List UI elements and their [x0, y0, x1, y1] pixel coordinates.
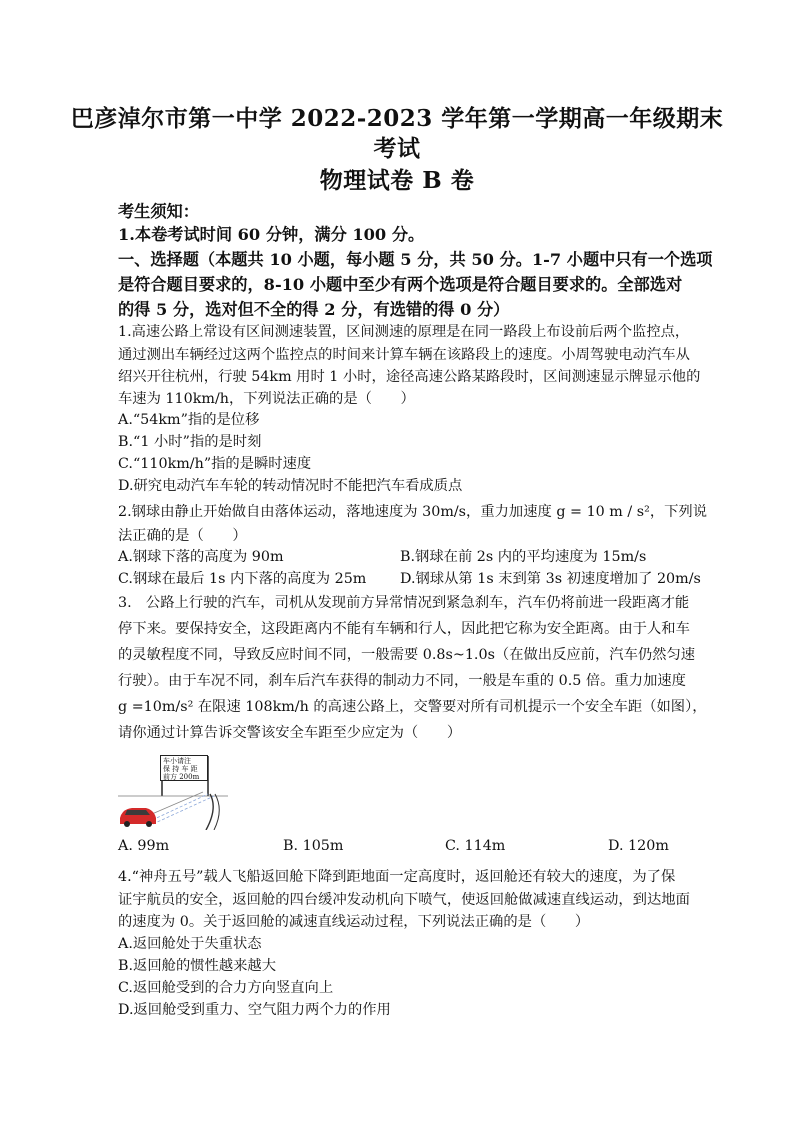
q4-stem-line: 4.“神舟五号”载人飞船返回舱下降到距地面一定高度时，返回舱还有较大的速度，为了保 — [118, 869, 676, 885]
q3-stem-line: 行驶）。由于车况不同，刹车后汽车获得的制动力不同，一般是车重的 0.5 倍。重力加速度 — [118, 673, 686, 689]
q3-option-c: C. 114m — [445, 838, 506, 854]
q2-option-a: A.钢球下落的高度为 90m — [118, 549, 284, 565]
exam-title-line2: 考试 — [373, 135, 421, 162]
notice-heading: 考生须知： — [118, 202, 199, 221]
q1-stem-line: 通过测出车辆经过这两个监控点的时间来计算车辆在该路段上的速度。小周驾驶电动汽车从 — [118, 347, 690, 363]
q3-stem-line: 的灵敏程度不同，导致反应时间不同，一般需要 0.8s~1.0s（在做出反应前，汽车仍然匀速 — [118, 647, 696, 663]
q3-stem-line: 3. 公路上行驶的汽车，司机从发现前方异常情况到紧急刹车，汽车仍将前进一段距离才能 — [118, 595, 690, 611]
q3-stem-line: g =10m/s² 在限速 108km/h 的高速公路上，交警要对所有司机提示一个安全车距（如图）， — [118, 699, 707, 715]
q3-option-a: A. 99m — [118, 838, 170, 854]
q2-option-d: D.钢球从第 1s 末到第 3s 初速度增加了 20m/s — [400, 571, 701, 587]
q1-stem-line: 车速为 110km/h，下列说法正确的是（ ） — [118, 391, 415, 407]
q3-stem-line: 请你通过计算告诉交警该安全车距至少应定为（ ） — [118, 725, 462, 741]
section1-line: 的得 5 分，选对但不全的得 2 分，有选错的得 0 分） — [118, 300, 510, 319]
q3-option-d: D. 120m — [608, 838, 669, 854]
q2-stem-line: 法正确的是（ ） — [118, 528, 247, 544]
q4-option-b: B.返回舱的惯性越来越大 — [118, 958, 277, 974]
q2-option-c: C.钢球在最后 1s 内下落的高度为 25m — [118, 571, 367, 587]
q1-option-d: D.研究电动汽车车轮的转动情况时不能把汽车看成质点 — [118, 478, 463, 494]
q1-option-a: A.“54km”指的是位移 — [118, 412, 260, 428]
q4-option-d: D.返回舱受到重力、空气阻力两个力的作用 — [118, 1002, 391, 1018]
road-sign-line: 前方 200m — [163, 773, 200, 781]
q1-stem-line: 1.高速公路上常设有区间测速装置，区间测速的原理是在同一路段上布设前后两个监控点， — [118, 324, 690, 340]
q3-option-b: B. 105m — [283, 838, 344, 854]
road-sign-line: 保 持 车 距 — [163, 765, 198, 773]
q4-stem-line: 的速度为 0。关于返回舱的减速直线运动过程，下列说法正确的是（ ） — [118, 914, 590, 930]
q4-stem-line: 证宇航员的安全，返回舱的四台缓冲发动机向下喷气，使返回舱做减速直线运动，到达地面 — [118, 892, 690, 908]
exam-subtitle: 物理试卷 B 卷 — [319, 167, 475, 194]
exam-title-line1: 巴彦淖尔市第一中学 2022-2023 学年第一学期高一年级期末 — [70, 105, 724, 132]
q4-option-c: C.返回舱受到的合力方向竖直向上 — [118, 980, 334, 996]
section1-line: 一、选择题（本题共 10 小题，每小题 5 分，共 50 分。1-7 小题中只有一个选项 — [118, 250, 713, 269]
q2-option-b: B.钢球在前 2s 内的平均速度为 15m/s — [400, 549, 647, 565]
notice-item-1: 1.本卷考试时间 60 分钟，满分 100 分。 — [118, 225, 425, 244]
road-sign — [160, 755, 208, 781]
q2-stem-line: 2.钢球由静止开始做自由落体运动，落地速度为 30m/s，重力加速度 g = 10 m / s²，下列说 — [118, 504, 708, 520]
q1-stem-line: 绍兴开往杭州，行驶 54km 用时 1 小时，途径高速公路某路段时，区间测速显示牌显示他的 — [118, 369, 701, 385]
car-icon — [120, 808, 156, 827]
section1-line: 是符合题目要求的，8-10 小题中至少有两个选项是符合题目要求的。全部选对 — [118, 275, 683, 294]
q1-option-c: C.“110km/h”指的是瞬时速度 — [118, 456, 312, 472]
q4-option-a: A.返回舱处于失重状态 — [118, 936, 262, 952]
q1-option-b: B.“1 小时”指的是时刻 — [118, 434, 262, 450]
q3-stem-line: 停下来。要保持安全，这段距离内不能有车辆和行人，因此把它称为安全距离。由于人和车 — [118, 621, 690, 637]
road-sign-line: 车小请注 — [163, 757, 191, 765]
